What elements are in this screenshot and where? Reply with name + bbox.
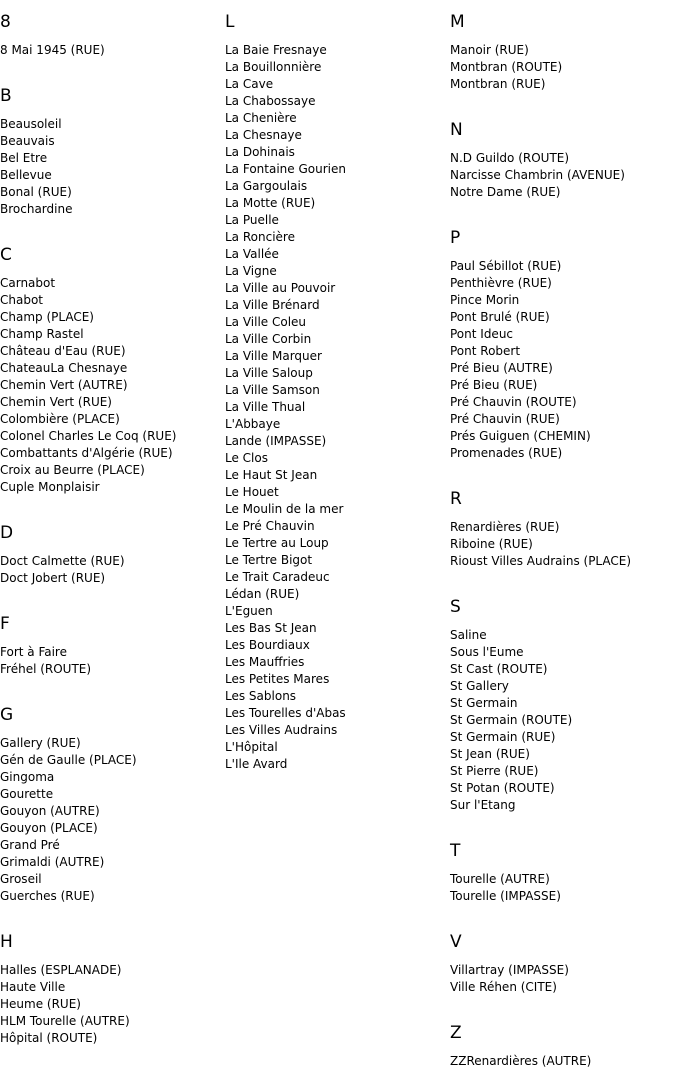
street-item[interactable]: Saline [450, 628, 487, 642]
street-item[interactable]: Tourelle (IMPASSE) [450, 889, 561, 903]
street-item[interactable]: ZZRenardières (AUTRE) [450, 1054, 592, 1068]
index-column-1 [0, 0, 225, 1047]
street-list [0, 553, 225, 587]
street-item[interactable]: Montbran (ROUTE) [450, 60, 563, 74]
index-column-2 [225, 0, 450, 773]
street-item[interactable]: Halles (ESPLANADE) [0, 963, 122, 977]
street-item[interactable]: Tourelle (AUTRE) [450, 872, 550, 886]
street-item[interactable]: Gouyon (AUTRE) [0, 804, 100, 818]
street-item[interactable]: Bel Etre [0, 151, 48, 165]
letter-group [450, 1023, 675, 1070]
street-item[interactable]: St Germain (ROUTE) [450, 713, 573, 727]
street-item[interactable]: Villartray (IMPASSE) [450, 963, 569, 977]
street-list [450, 42, 675, 93]
letter-group [450, 120, 675, 201]
letter-heading: H [0, 932, 13, 952]
street-item[interactable]: Le Haut St Jean [225, 468, 318, 482]
street-item[interactable]: Pré Bieu (AUTRE) [450, 361, 553, 375]
letter-heading: D [0, 523, 14, 543]
street-item[interactable]: L'Ile Avard [225, 757, 288, 771]
street-list [450, 962, 675, 996]
street-item[interactable]: St Jean (RUE) [450, 747, 530, 761]
street-item[interactable]: Pré Chauvin (ROUTE) [450, 395, 577, 409]
street-item[interactable]: Colombière (PLACE) [0, 412, 120, 426]
letter-heading: M [450, 12, 465, 32]
street-item[interactable]: Gourette [0, 787, 54, 801]
street-item[interactable]: La Ville au Pouvoir [225, 281, 336, 295]
street-item[interactable]: La Ville Samson [225, 383, 320, 397]
letter-group [0, 86, 225, 218]
street-item[interactable]: Montbran (RUE) [450, 77, 546, 91]
street-item[interactable]: Grand Pré [0, 838, 60, 852]
street-item[interactable]: Rioust Villes Audrains (PLACE) [450, 554, 632, 568]
letter-group [450, 597, 675, 814]
street-item[interactable]: Les Villes Audrains [225, 723, 338, 737]
street-item[interactable]: Doct Jobert (RUE) [0, 571, 106, 585]
street-list [450, 1053, 675, 1070]
street-list [450, 871, 675, 905]
street-item[interactable]: Les Mauffries [225, 655, 305, 669]
street-item[interactable]: Colonel Charles Le Coq (RUE) [0, 429, 177, 443]
street-item[interactable]: Riboine (RUE) [450, 537, 533, 551]
letter-group [450, 932, 675, 996]
street-item[interactable]: St Pierre (RUE) [450, 764, 539, 778]
street-item[interactable]: Brochardine [0, 202, 73, 216]
street-item[interactable]: Promenades (RUE) [450, 446, 563, 460]
street-item[interactable]: St Gallery [450, 679, 509, 693]
street-item[interactable]: Paul Sébillot (RUE) [450, 259, 562, 273]
street-list [225, 42, 450, 773]
street-item[interactable]: Beausoleil [0, 117, 62, 131]
letter-group [450, 228, 675, 462]
street-item[interactable]: Chemin Vert (RUE) [0, 395, 112, 409]
letter-heading: R [450, 489, 462, 509]
street-item[interactable]: Lédan (RUE) [225, 587, 300, 601]
street-item[interactable]: Bellevue [0, 168, 52, 182]
street-item[interactable]: La Motte (RUE) [225, 196, 316, 210]
street-item[interactable]: ChateauLa Chesnaye [0, 361, 128, 375]
street-item[interactable]: Penthièvre (RUE) [450, 276, 552, 290]
street-list [0, 735, 225, 905]
street-item[interactable]: Les Petites Mares [225, 672, 330, 686]
street-item[interactable]: Fort à Faire [0, 645, 67, 659]
letter-heading: L [225, 12, 235, 32]
street-item[interactable]: Gallery (RUE) [0, 736, 81, 750]
street-item[interactable]: La Dohinais [225, 145, 295, 159]
street-item[interactable]: Renardières (RUE) [450, 520, 560, 534]
street-item[interactable]: La Vigne [225, 264, 277, 278]
letter-heading: B [0, 86, 12, 106]
letter-heading: V [450, 932, 462, 952]
street-item[interactable]: Heume (RUE) [0, 997, 81, 1011]
street-item[interactable]: Les Bas St Jean [225, 621, 317, 635]
street-item[interactable]: St Germain (RUE) [450, 730, 556, 744]
street-item[interactable]: Pont Brulé (RUE) [450, 310, 550, 324]
letter-group [450, 12, 675, 93]
letter-heading: C [0, 245, 12, 265]
street-item[interactable]: Notre Dame (RUE) [450, 185, 561, 199]
street-list [0, 644, 225, 678]
street-item[interactable]: Le Pré Chauvin [225, 519, 315, 533]
street-item[interactable]: Croix au Beurre (PLACE) [0, 463, 145, 477]
street-item[interactable]: Les Bourdiaux [225, 638, 310, 652]
street-item[interactable]: Prés Guiguen (CHEMIN) [450, 429, 591, 443]
street-item[interactable]: La Ville Thual [225, 400, 306, 414]
street-item[interactable]: Lande (IMPASSE) [225, 434, 327, 448]
street-item[interactable]: Combattants d'Algérie (RUE) [0, 446, 173, 460]
street-item[interactable]: Pont Robert [450, 344, 521, 358]
letter-heading: S [450, 597, 461, 617]
letter-heading: F [0, 614, 10, 634]
street-item[interactable]: Grimaldi (AUTRE) [0, 855, 105, 869]
street-item[interactable]: HLM Tourelle (AUTRE) [0, 1014, 130, 1028]
letter-group [450, 841, 675, 905]
street-item[interactable]: Le Tertre au Loup [225, 536, 329, 550]
street-item[interactable]: Hôpital (ROUTE) [0, 1031, 98, 1045]
letter-group [225, 12, 450, 773]
letter-group [0, 523, 225, 587]
street-list [450, 258, 675, 462]
street-item[interactable]: Bonal (RUE) [0, 185, 72, 199]
street-item[interactable]: Ville Réhen (CITE) [450, 980, 557, 994]
street-item[interactable]: La Chabossaye [225, 94, 316, 108]
letter-group [0, 705, 225, 905]
index-column-3 [450, 0, 675, 1070]
street-item[interactable]: La Vallée [225, 247, 279, 261]
street-item[interactable]: L'Hôpital [225, 740, 278, 754]
street-item[interactable]: Narcisse Chambrin (AVENUE) [450, 168, 625, 182]
street-item[interactable]: L'Eguen [225, 604, 273, 618]
street-item[interactable]: N.D Guildo (ROUTE) [450, 151, 570, 165]
street-item[interactable]: Groseil [0, 872, 42, 886]
letter-group [0, 932, 225, 1047]
street-item[interactable]: Champ Rastel [0, 327, 84, 341]
street-item[interactable]: Sous l'Eume [450, 645, 524, 659]
letter-group [0, 614, 225, 678]
street-list [0, 275, 225, 496]
street-item[interactable]: Carnabot [0, 276, 56, 290]
street-item[interactable]: Guerches (RUE) [0, 889, 95, 903]
street-item[interactable]: Gouyon (PLACE) [0, 821, 98, 835]
street-item[interactable]: Le Tertre Bigot [225, 553, 313, 567]
street-item[interactable]: La Ville Brénard [225, 298, 320, 312]
street-list [450, 150, 675, 201]
street-item[interactable]: La Roncière [225, 230, 295, 244]
street-item[interactable]: La Chesnaye [225, 128, 302, 142]
street-item[interactable]: Gén de Gaulle (PLACE) [0, 753, 137, 767]
street-item[interactable]: La Fontaine Gourien [225, 162, 346, 176]
street-list [0, 42, 225, 59]
street-item[interactable]: La Puelle [225, 213, 279, 227]
street-item[interactable]: Sur l'Etang [450, 798, 516, 812]
street-item[interactable]: Pré Bieu (RUE) [450, 378, 538, 392]
letter-heading: Z [450, 1023, 462, 1043]
street-item[interactable]: Chemin Vert (AUTRE) [0, 378, 128, 392]
letter-heading: G [0, 705, 14, 725]
street-list [450, 627, 675, 814]
street-item[interactable]: St Potan (ROUTE) [450, 781, 555, 795]
street-item[interactable]: La Gargoulais [225, 179, 308, 193]
street-item[interactable]: La Chenière [225, 111, 297, 125]
street-list [0, 962, 225, 1047]
street-item[interactable]: La Bouillonnière [225, 60, 322, 74]
street-item[interactable]: Champ (PLACE) [0, 310, 94, 324]
street-item[interactable]: Les Tourelles d'Abas [225, 706, 346, 720]
street-item[interactable]: Beauvais [0, 134, 55, 148]
street-item[interactable]: Les Sablons [225, 689, 297, 703]
street-item[interactable]: La Ville Saloup [225, 366, 313, 380]
street-item[interactable]: St Cast (ROUTE) [450, 662, 548, 676]
street-item[interactable]: St Germain [450, 696, 518, 710]
street-item[interactable]: La Baie Fresnaye [225, 43, 327, 57]
street-item[interactable]: Pince Morin [450, 293, 520, 307]
street-item[interactable]: Fréhel (ROUTE) [0, 662, 92, 676]
street-item[interactable]: Manoir (RUE) [450, 43, 529, 57]
street-item[interactable]: Cuple Monplaisir [0, 480, 100, 494]
street-list [450, 519, 675, 570]
letter-heading: P [450, 228, 461, 248]
street-item[interactable]: Le Houet [225, 485, 279, 499]
letter-group [0, 245, 225, 496]
street-item[interactable]: L'Abbaye [225, 417, 281, 431]
street-list [0, 116, 225, 218]
letter-heading: 8 [0, 12, 11, 32]
street-item[interactable]: Gingoma [0, 770, 55, 784]
letter-group [450, 489, 675, 570]
letter-group [0, 12, 225, 59]
street-item[interactable]: 8 Mai 1945 (RUE) [0, 43, 105, 57]
street-item[interactable]: Le Clos [225, 451, 268, 465]
street-item[interactable]: Doct Calmette (RUE) [0, 554, 125, 568]
street-item[interactable]: La Ville Corbin [225, 332, 312, 346]
street-item[interactable]: Le Trait Caradeuc [225, 570, 330, 584]
street-item[interactable]: La Ville Coleu [225, 315, 307, 329]
street-item[interactable]: La Cave [225, 77, 274, 91]
street-item[interactable]: Haute Ville [0, 980, 66, 994]
street-item[interactable]: Pré Chauvin (RUE) [450, 412, 560, 426]
letter-heading: T [450, 841, 461, 861]
street-item[interactable]: Le Moulin de la mer [225, 502, 344, 516]
street-item[interactable]: Château d'Eau (RUE) [0, 344, 126, 358]
street-item[interactable]: La Ville Marquer [225, 349, 322, 363]
street-item[interactable]: Chabot [0, 293, 44, 307]
street-item[interactable]: Pont Ideuc [450, 327, 514, 341]
letter-heading: N [450, 120, 463, 140]
